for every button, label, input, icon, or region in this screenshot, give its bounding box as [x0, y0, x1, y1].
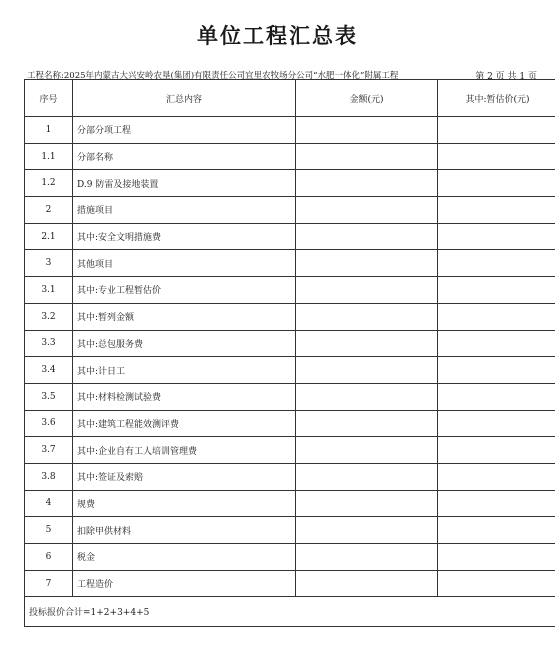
row-amount: [296, 250, 438, 277]
row-content: 其中:计日工: [73, 357, 296, 384]
row-amount: [296, 117, 438, 144]
row-amount: [296, 277, 438, 304]
row-amount: [296, 437, 438, 464]
row-content: 分部名称: [73, 143, 296, 170]
table-row: [25, 517, 555, 544]
table-row: [25, 437, 555, 464]
table-row: [25, 117, 555, 144]
table-row: [25, 330, 555, 357]
row-estimate: [438, 223, 555, 250]
row-amount: [296, 170, 438, 197]
row-estimate: [438, 357, 555, 384]
summary-table: [24, 79, 555, 627]
row-no: 2.1: [25, 223, 73, 250]
row-content: 其他项目: [73, 250, 296, 277]
row-amount: [296, 143, 438, 170]
row-content: 税金: [73, 544, 296, 571]
row-content: 工程造价: [73, 570, 296, 597]
total-label: 投标报价合计=1+2+3+4+5: [25, 597, 555, 627]
table-row: [25, 143, 555, 170]
row-content: 其中:签证及索赔: [73, 463, 296, 490]
row-no: 1.2: [25, 170, 73, 197]
row-amount: [296, 463, 438, 490]
row-content: D.9 防雷及接地装置: [73, 170, 296, 197]
page-info: 第 2 页 共 1 页: [475, 72, 537, 82]
header-no: 序号: [25, 80, 73, 117]
row-estimate: [438, 517, 555, 544]
row-estimate: [438, 143, 555, 170]
row-amount: [296, 223, 438, 250]
row-no: 1: [25, 117, 73, 144]
table-row: [25, 544, 555, 571]
row-estimate: [438, 330, 555, 357]
row-estimate: [438, 437, 555, 464]
row-estimate: [438, 170, 555, 197]
table-row: [25, 463, 555, 490]
row-no: 4: [25, 490, 73, 517]
row-no: 3.8: [25, 463, 73, 490]
table-row: [25, 223, 555, 250]
table-row: [25, 570, 555, 597]
row-no: 3.1: [25, 277, 73, 304]
row-no: 3.6: [25, 410, 73, 437]
table-row: [25, 490, 555, 517]
row-estimate: [438, 277, 555, 304]
row-no: 3.4: [25, 357, 73, 384]
total-row: [25, 597, 555, 627]
project-label: 工程名称:: [27, 71, 64, 81]
row-estimate: [438, 490, 555, 517]
row-estimate: [438, 250, 555, 277]
row-content: 扣除甲供材料: [73, 517, 296, 544]
row-no: 7: [25, 570, 73, 597]
row-estimate: [438, 544, 555, 571]
row-estimate: [438, 463, 555, 490]
row-content: 其中:建筑工程能效测评费: [73, 410, 296, 437]
row-estimate: [438, 117, 555, 144]
row-estimate: [438, 410, 555, 437]
row-amount: [296, 544, 438, 571]
table-row: [25, 410, 555, 437]
row-content: 其中:企业自有工人培训管理费: [73, 437, 296, 464]
row-content: 规费: [73, 490, 296, 517]
row-amount: [296, 330, 438, 357]
project-name: 2025年内蒙古大兴安岭农垦(集团)有限责任公司宜里农牧场分公司“水肥一体化”附属工程: [63, 71, 399, 81]
header-estimate: 其中:暂估价(元): [438, 80, 555, 117]
row-content: 分部分项工程: [73, 117, 296, 144]
row-no: 1.1: [25, 143, 73, 170]
row-amount: [296, 357, 438, 384]
table-row: [25, 170, 555, 197]
row-amount: [296, 570, 438, 597]
row-no: 3.7: [25, 437, 73, 464]
row-content: 措施项目: [73, 197, 296, 224]
table-row: [25, 383, 555, 410]
row-estimate: [438, 570, 555, 597]
row-no: 6: [25, 544, 73, 571]
row-content: 其中:总包服务费: [73, 330, 296, 357]
row-no: 5: [25, 517, 73, 544]
row-no: 3.5: [25, 383, 73, 410]
row-estimate: [438, 197, 555, 224]
row-estimate: [438, 383, 555, 410]
row-amount: [296, 303, 438, 330]
row-content: 其中:专业工程暂估价: [73, 277, 296, 304]
row-amount: [296, 517, 438, 544]
header-amount: 金额(元): [296, 80, 438, 117]
row-amount: [296, 490, 438, 517]
row-no: 3.2: [25, 303, 73, 330]
table-body: [25, 117, 555, 597]
row-content: 其中:材料检测试验费: [73, 383, 296, 410]
table-row: [25, 277, 555, 304]
header-content: 汇总内容: [73, 80, 296, 117]
page-title: 单位工程汇总表: [197, 23, 358, 48]
row-amount: [296, 383, 438, 410]
table-header-row: [25, 80, 555, 117]
row-amount: [296, 197, 438, 224]
row-amount: [296, 410, 438, 437]
row-content: 其中:暂列金额: [73, 303, 296, 330]
row-estimate: [438, 303, 555, 330]
table-row: [25, 303, 555, 330]
row-no: 3: [25, 250, 73, 277]
table-row: [25, 197, 555, 224]
row-no: 3.3: [25, 330, 73, 357]
table-row: [25, 357, 555, 384]
row-no: 2: [25, 197, 73, 224]
row-content: 其中:安全文明措施费: [73, 223, 296, 250]
table-row: [25, 250, 555, 277]
